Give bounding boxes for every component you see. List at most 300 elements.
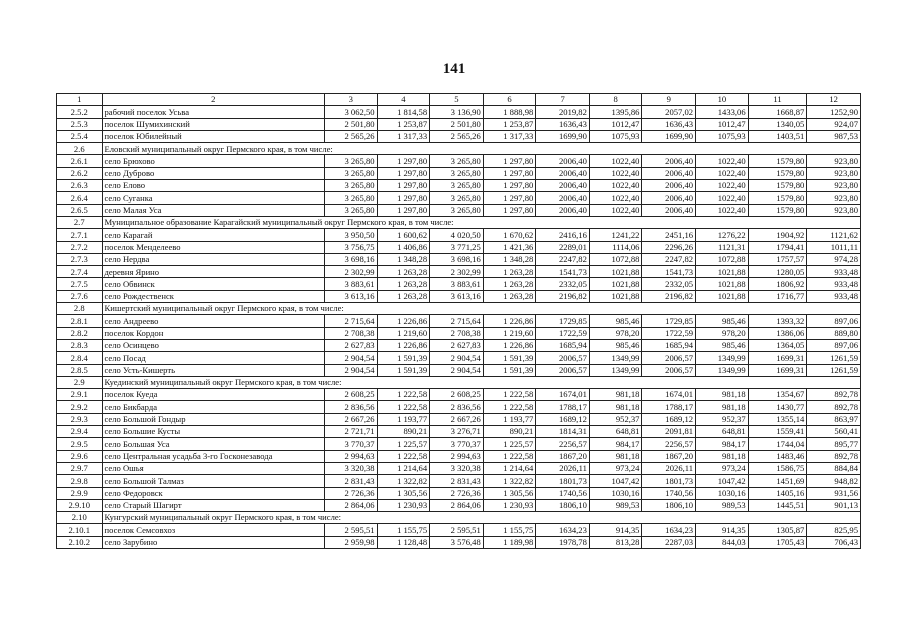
value-cell: 1 297,80 <box>483 167 536 179</box>
row-code: 2.5.2 <box>57 106 103 118</box>
value-cell: 2019,82 <box>536 106 590 118</box>
value-cell: 974,28 <box>807 253 861 265</box>
value-cell: 1 263,28 <box>483 266 536 278</box>
value-cell: 923,80 <box>807 167 861 179</box>
section-code: 2.10 <box>57 512 103 524</box>
table-row <box>57 475 861 487</box>
value-cell: 1 155,75 <box>377 524 430 536</box>
value-cell: 2 904,54 <box>324 364 377 376</box>
value-cell: 2 501,80 <box>324 118 377 130</box>
value-cell: 2247,82 <box>642 253 696 265</box>
value-cell: 2 708,38 <box>324 327 377 339</box>
value-cell: 989,53 <box>696 499 749 511</box>
value-cell: 1021,88 <box>589 278 642 290</box>
value-cell: 1 600,62 <box>377 229 430 241</box>
value-cell: 889,80 <box>807 327 861 339</box>
value-cell: 1 406,86 <box>377 241 430 253</box>
value-cell: 1 193,77 <box>377 413 430 425</box>
value-cell: 1022,40 <box>589 167 642 179</box>
value-cell: 1744,04 <box>748 438 807 450</box>
table-row <box>57 278 861 290</box>
value-cell: 1445,51 <box>748 499 807 511</box>
row-code: 2.6.2 <box>57 167 103 179</box>
value-cell: 3 265,80 <box>430 204 484 216</box>
table-row <box>57 253 861 265</box>
value-cell: 1 591,39 <box>483 364 536 376</box>
value-cell: 981,18 <box>696 401 749 413</box>
value-cell: 1634,23 <box>642 524 696 536</box>
table-row <box>57 352 861 364</box>
value-cell: 1904,92 <box>748 229 807 241</box>
table-row <box>57 180 861 192</box>
row-code: 2.10.1 <box>57 524 103 536</box>
value-cell: 3 613,16 <box>430 290 484 302</box>
value-cell: 1121,62 <box>807 229 861 241</box>
value-cell: 2247,82 <box>536 253 590 265</box>
table-row <box>57 118 861 130</box>
value-cell: 3 265,80 <box>324 155 377 167</box>
value-cell: 2196,82 <box>642 290 696 302</box>
value-cell: 1241,22 <box>589 229 642 241</box>
value-cell: 1011,11 <box>807 241 861 253</box>
value-cell: 1806,10 <box>536 499 590 511</box>
value-cell: 952,37 <box>696 413 749 425</box>
value-cell: 1 305,56 <box>377 487 430 499</box>
value-cell: 1030,16 <box>589 487 642 499</box>
settlement-name: село Большой Талмаз <box>102 475 324 487</box>
value-cell: 2 302,99 <box>324 266 377 278</box>
value-cell: 1433,06 <box>696 106 749 118</box>
settlement-name: село Рождественск <box>102 290 324 302</box>
value-cell: 1121,31 <box>696 241 749 253</box>
value-cell: 813,28 <box>589 536 642 548</box>
value-cell: 2 565,26 <box>430 130 484 142</box>
value-cell: 914,35 <box>696 524 749 536</box>
settlement-name: село Осинцево <box>102 339 324 351</box>
settlement-name: село Елово <box>102 180 324 192</box>
settlement-name: поселок Куеда <box>102 389 324 401</box>
value-cell: 1636,43 <box>536 118 590 130</box>
value-cell: 3 950,50 <box>324 229 377 241</box>
value-cell: 1689,12 <box>642 413 696 425</box>
row-code: 2.9.8 <box>57 475 103 487</box>
value-cell: 1252,90 <box>807 106 861 118</box>
value-cell: 1 226,86 <box>483 315 536 327</box>
value-cell: 2006,40 <box>536 192 590 204</box>
row-code: 2.6.4 <box>57 192 103 204</box>
table-row <box>57 204 861 216</box>
value-cell: 2 726,36 <box>430 487 484 499</box>
value-cell: 1579,80 <box>748 192 807 204</box>
row-code: 2.7.1 <box>57 229 103 241</box>
value-cell: 3 770,37 <box>324 438 377 450</box>
value-cell: 1021,88 <box>589 290 642 302</box>
row-code: 2.9.4 <box>57 426 103 438</box>
value-cell: 1 670,62 <box>483 229 536 241</box>
value-cell: 978,20 <box>696 327 749 339</box>
value-cell: 890,21 <box>377 426 430 438</box>
value-cell: 901,13 <box>807 499 861 511</box>
settlement-name: деревня Ярино <box>102 266 324 278</box>
value-cell: 2006,40 <box>642 192 696 204</box>
value-cell: 2 959,98 <box>324 536 377 548</box>
value-cell: 2 667,26 <box>430 413 484 425</box>
value-cell: 1 297,80 <box>377 180 430 192</box>
value-cell: 1 591,39 <box>483 352 536 364</box>
table-row <box>57 364 861 376</box>
value-cell: 892,78 <box>807 401 861 413</box>
value-cell: 1022,40 <box>696 192 749 204</box>
value-cell: 981,18 <box>589 389 642 401</box>
value-cell: 1114,06 <box>589 241 642 253</box>
settlement-name: село Ошья <box>102 462 324 474</box>
value-cell: 1 226,86 <box>377 339 430 351</box>
value-cell: 1349,99 <box>589 352 642 364</box>
section-title: Кунгурский муниципальный округ Пермского края, в том числе: <box>102 512 861 524</box>
value-cell: 2 864,06 <box>324 499 377 511</box>
value-cell: 1261,59 <box>807 364 861 376</box>
value-cell: 1636,43 <box>642 118 696 130</box>
value-cell: 1483,46 <box>748 450 807 462</box>
value-cell: 1 263,28 <box>377 278 430 290</box>
row-code: 2.7.6 <box>57 290 103 302</box>
value-cell: 2006,57 <box>536 364 590 376</box>
value-cell: 1978,78 <box>536 536 590 548</box>
value-cell: 2 565,26 <box>324 130 377 142</box>
table-row <box>57 192 861 204</box>
value-cell: 1 189,98 <box>483 536 536 548</box>
value-cell: 914,35 <box>589 524 642 536</box>
value-cell: 1 814,58 <box>377 106 430 118</box>
value-cell: 1 348,28 <box>377 253 430 265</box>
value-cell: 1788,17 <box>642 401 696 413</box>
row-code: 2.7.4 <box>57 266 103 278</box>
value-cell: 2 595,51 <box>430 524 484 536</box>
value-cell: 1579,80 <box>748 180 807 192</box>
value-cell: 1757,57 <box>748 253 807 265</box>
value-cell: 2 608,25 <box>324 389 377 401</box>
value-cell: 3 320,38 <box>324 462 377 474</box>
section-row <box>57 376 861 388</box>
section-code: 2.6 <box>57 143 103 155</box>
column-header: 10 <box>696 94 749 106</box>
table-row <box>57 266 861 278</box>
value-cell: 560,41 <box>807 426 861 438</box>
value-cell: 863,97 <box>807 413 861 425</box>
settlement-name: поселок Менделеево <box>102 241 324 253</box>
value-cell: 1 888,98 <box>483 106 536 118</box>
settlement-name: поселок Кордон <box>102 327 324 339</box>
value-cell: 2006,40 <box>536 167 590 179</box>
value-cell: 1393,32 <box>748 315 807 327</box>
row-code: 2.8.5 <box>57 364 103 376</box>
column-header: 12 <box>807 94 861 106</box>
value-cell: 1 226,86 <box>483 339 536 351</box>
value-cell: 1 219,60 <box>483 327 536 339</box>
value-cell: 1 222,58 <box>377 389 430 401</box>
section-title: Кишертский муниципальный округ Пермского края, в том числе: <box>102 303 861 315</box>
value-cell: 1541,73 <box>642 266 696 278</box>
row-code: 2.5.4 <box>57 130 103 142</box>
value-cell: 933,48 <box>807 266 861 278</box>
value-cell: 1276,22 <box>696 229 749 241</box>
value-cell: 1 297,80 <box>483 192 536 204</box>
row-code: 2.9.7 <box>57 462 103 474</box>
table-row <box>57 130 861 142</box>
value-cell: 924,07 <box>807 118 861 130</box>
value-cell: 1 348,28 <box>483 253 536 265</box>
value-cell: 2 904,54 <box>430 352 484 364</box>
value-cell: 1 297,80 <box>483 204 536 216</box>
value-cell: 2 667,26 <box>324 413 377 425</box>
column-header: 4 <box>377 94 430 106</box>
value-cell: 1405,16 <box>748 487 807 499</box>
value-cell: 1 421,36 <box>483 241 536 253</box>
value-cell: 2026,11 <box>536 462 590 474</box>
value-cell: 3 265,80 <box>430 180 484 192</box>
value-cell: 923,80 <box>807 192 861 204</box>
value-cell: 3 265,80 <box>324 204 377 216</box>
value-cell: 1072,88 <box>589 253 642 265</box>
value-cell: 1674,01 <box>642 389 696 401</box>
section-title: Куединский муниципальный округ Пермского края, в том числе: <box>102 376 861 388</box>
value-cell: 3 698,16 <box>430 253 484 265</box>
value-cell: 1 297,80 <box>377 167 430 179</box>
value-cell: 923,80 <box>807 180 861 192</box>
value-cell: 3 265,80 <box>324 167 377 179</box>
settlement-name: рабочий поселок Усьва <box>102 106 324 118</box>
value-cell: 2256,57 <box>642 438 696 450</box>
value-cell: 2006,57 <box>642 364 696 376</box>
value-cell: 1349,99 <box>696 364 749 376</box>
value-cell: 981,18 <box>696 389 749 401</box>
value-cell: 1 317,33 <box>483 130 536 142</box>
settlement-name: село Дуброво <box>102 167 324 179</box>
table-row <box>57 167 861 179</box>
value-cell: 2006,40 <box>536 204 590 216</box>
value-cell: 892,78 <box>807 450 861 462</box>
settlement-name: поселок Семсовхоз <box>102 524 324 536</box>
value-cell: 1 305,56 <box>483 487 536 499</box>
row-code: 2.9.9 <box>57 487 103 499</box>
value-cell: 3 770,37 <box>430 438 484 450</box>
value-cell: 897,06 <box>807 339 861 351</box>
value-cell: 1355,14 <box>748 413 807 425</box>
table-row <box>57 450 861 462</box>
value-cell: 2296,26 <box>642 241 696 253</box>
value-cell: 1 297,80 <box>377 192 430 204</box>
settlement-name: село Зарубино <box>102 536 324 548</box>
settlement-name: село Андреево <box>102 315 324 327</box>
value-cell: 2 904,54 <box>430 364 484 376</box>
value-cell: 2006,40 <box>642 155 696 167</box>
value-cell: 1867,20 <box>642 450 696 462</box>
value-cell: 1586,75 <box>748 462 807 474</box>
value-cell: 1021,88 <box>696 266 749 278</box>
value-cell: 981,18 <box>589 401 642 413</box>
value-cell: 985,46 <box>696 315 749 327</box>
value-cell: 2 994,63 <box>324 450 377 462</box>
value-cell: 1685,94 <box>536 339 590 351</box>
value-cell: 3 265,80 <box>430 167 484 179</box>
value-cell: 933,48 <box>807 278 861 290</box>
section-title: Муниципальное образование Карагайский муниципальный округ Пермского края, в том числе: <box>102 216 861 228</box>
row-code: 2.8.1 <box>57 315 103 327</box>
value-cell: 989,53 <box>589 499 642 511</box>
value-cell: 2 864,06 <box>430 499 484 511</box>
value-cell: 1 222,58 <box>377 401 430 413</box>
table-row <box>57 229 861 241</box>
value-cell: 892,78 <box>807 389 861 401</box>
row-code: 2.8.3 <box>57 339 103 351</box>
value-cell: 1 193,77 <box>483 413 536 425</box>
section-code: 2.8 <box>57 303 103 315</box>
value-cell: 3 276,71 <box>430 426 484 438</box>
column-header: 3 <box>324 94 377 106</box>
value-cell: 3 265,80 <box>324 180 377 192</box>
value-cell: 1349,99 <box>696 352 749 364</box>
row-code: 2.9.5 <box>57 438 103 450</box>
value-cell: 1386,06 <box>748 327 807 339</box>
tariff-table <box>56 93 861 549</box>
row-code: 2.5.3 <box>57 118 103 130</box>
value-cell: 1806,92 <box>748 278 807 290</box>
column-header: 6 <box>483 94 536 106</box>
table-body <box>57 94 861 549</box>
value-cell: 1354,67 <box>748 389 807 401</box>
value-cell: 1047,42 <box>696 475 749 487</box>
table-row <box>57 413 861 425</box>
value-cell: 1 322,82 <box>377 475 430 487</box>
value-cell: 1729,85 <box>536 315 590 327</box>
value-cell: 948,82 <box>807 475 861 487</box>
row-code: 2.7.3 <box>57 253 103 265</box>
value-cell: 1685,94 <box>642 339 696 351</box>
value-cell: 1030,16 <box>696 487 749 499</box>
value-cell: 1 128,48 <box>377 536 430 548</box>
value-cell: 2287,03 <box>642 536 696 548</box>
value-cell: 1 222,58 <box>377 450 430 462</box>
value-cell: 1 263,28 <box>377 290 430 302</box>
value-cell: 1559,41 <box>748 426 807 438</box>
column-header: 8 <box>589 94 642 106</box>
value-cell: 2 831,43 <box>324 475 377 487</box>
value-cell: 1 297,80 <box>483 180 536 192</box>
value-cell: 2 726,36 <box>324 487 377 499</box>
value-cell: 1022,40 <box>589 180 642 192</box>
value-cell: 844,03 <box>696 536 749 548</box>
value-cell: 3 771,25 <box>430 241 484 253</box>
value-cell: 1 591,39 <box>377 352 430 364</box>
value-cell: 2451,16 <box>642 229 696 241</box>
row-code: 2.8.4 <box>57 352 103 364</box>
value-cell: 1451,69 <box>748 475 807 487</box>
value-cell: 3 756,75 <box>324 241 377 253</box>
value-cell: 1403,51 <box>748 130 807 142</box>
table-row <box>57 290 861 302</box>
value-cell: 2196,82 <box>536 290 590 302</box>
value-cell: 3 265,80 <box>430 155 484 167</box>
value-cell: 1072,88 <box>696 253 749 265</box>
settlement-name: село Большая Уса <box>102 438 324 450</box>
value-cell: 1801,73 <box>536 475 590 487</box>
value-cell: 1047,42 <box>589 475 642 487</box>
value-cell: 1075,93 <box>696 130 749 142</box>
value-cell: 1349,99 <box>589 364 642 376</box>
value-cell: 1364,05 <box>748 339 807 351</box>
value-cell: 1 225,57 <box>483 438 536 450</box>
value-cell: 1 322,82 <box>483 475 536 487</box>
value-cell: 1261,59 <box>807 352 861 364</box>
settlement-name: поселок Шумихинский <box>102 118 324 130</box>
value-cell: 978,20 <box>589 327 642 339</box>
value-cell: 1740,56 <box>642 487 696 499</box>
value-cell: 2 708,38 <box>430 327 484 339</box>
value-cell: 931,56 <box>807 487 861 499</box>
value-cell: 1012,47 <box>589 118 642 130</box>
value-cell: 2 904,54 <box>324 352 377 364</box>
value-cell: 2416,16 <box>536 229 590 241</box>
value-cell: 1 214,64 <box>377 462 430 474</box>
value-cell: 1788,17 <box>536 401 590 413</box>
value-cell: 2 627,83 <box>430 339 484 351</box>
value-cell: 2 836,56 <box>430 401 484 413</box>
value-cell: 1 222,58 <box>483 401 536 413</box>
row-code: 2.7.2 <box>57 241 103 253</box>
value-cell: 1075,93 <box>589 130 642 142</box>
value-cell: 952,37 <box>589 413 642 425</box>
value-cell: 1 226,86 <box>377 315 430 327</box>
value-cell: 1806,10 <box>642 499 696 511</box>
settlement-name: село Старый Шагирт <box>102 499 324 511</box>
value-cell: 1699,90 <box>536 130 590 142</box>
row-code: 2.6.1 <box>57 155 103 167</box>
value-cell: 1579,80 <box>748 167 807 179</box>
value-cell: 1579,80 <box>748 204 807 216</box>
value-cell: 2332,05 <box>642 278 696 290</box>
value-cell: 1716,77 <box>748 290 807 302</box>
value-cell: 1 230,93 <box>377 499 430 511</box>
row-code: 2.9.1 <box>57 389 103 401</box>
row-code: 2.9.3 <box>57 413 103 425</box>
value-cell: 4 020,50 <box>430 229 484 241</box>
table-header-row <box>57 94 861 106</box>
value-cell: 1541,73 <box>536 266 590 278</box>
column-header: 9 <box>642 94 696 106</box>
value-cell: 1022,40 <box>696 180 749 192</box>
value-cell: 1022,40 <box>589 192 642 204</box>
value-cell: 648,81 <box>696 426 749 438</box>
value-cell: 3 576,48 <box>430 536 484 548</box>
table-row <box>57 426 861 438</box>
section-code: 2.7 <box>57 216 103 228</box>
value-cell: 2 608,25 <box>430 389 484 401</box>
table-row <box>57 155 861 167</box>
table-row <box>57 315 861 327</box>
value-cell: 1021,88 <box>696 290 749 302</box>
value-cell: 3 265,80 <box>324 192 377 204</box>
value-cell: 987,53 <box>807 130 861 142</box>
value-cell: 2006,57 <box>642 352 696 364</box>
row-code: 2.9.10 <box>57 499 103 511</box>
value-cell: 985,46 <box>589 315 642 327</box>
column-header: 7 <box>536 94 590 106</box>
value-cell: 1 263,28 <box>483 290 536 302</box>
value-cell: 984,17 <box>589 438 642 450</box>
table-row <box>57 438 861 450</box>
value-cell: 1801,73 <box>642 475 696 487</box>
value-cell: 1 317,33 <box>377 130 430 142</box>
